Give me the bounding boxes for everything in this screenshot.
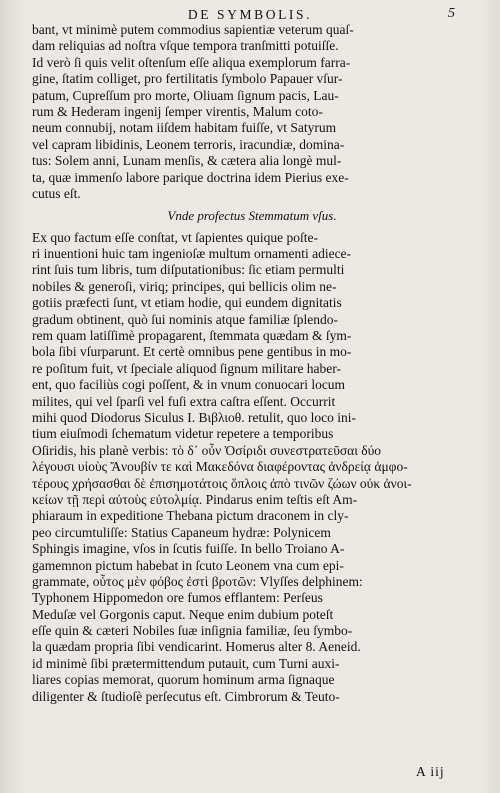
text-line: gotiis præfecti ſunt, vt etiam hodie, qui eundem dignitatis bbox=[32, 295, 342, 311]
text-line: id minimè ſibi prætermittendum putauit, cum Turni auxi- bbox=[32, 655, 340, 671]
text-line: bant, vt minimè putem commodius sapientiæ veterum quaſ- bbox=[32, 22, 354, 37]
text-line: tium eiuſmodi ſchematum videtur repetere a temporibus bbox=[32, 426, 334, 442]
text-line: Sphingis imagine, vſos in ſcutis fuiſſe. In bello Troiano A- bbox=[32, 541, 345, 557]
text-line: ri inuentioni huic tam ingenioſæ multum ornamenti adiece- bbox=[32, 246, 352, 262]
text-line: ent, quo faciliùs cogi poſſent, & in vnum conuocari locum bbox=[32, 377, 346, 393]
text-line: bola ſibi vſurparunt. Et certè omnibus pene gentibus in mo- bbox=[32, 344, 352, 360]
text-line: rem quam latiſſimè propagarent, ſtemmata quædam & ſym- bbox=[32, 328, 352, 344]
greek-text-line: λέγουσι υἱοὺς Ἄνουβίν τε καὶ Μακεδόνα διαφέροντας ἀνδρείᾳ ἀμφο- bbox=[32, 459, 408, 475]
text-line: gradum obtinent, quò ſui nominis atque familiæ ſplendo- bbox=[32, 311, 338, 327]
text-line: Id verò ſi quis velit oſtenſum eſſe aliqua exemplorum farra- bbox=[32, 54, 351, 70]
text-line: cutus eſt. bbox=[32, 185, 81, 201]
text-line: Oſiridis, his planè verbis: τὸ δ᾽ οὖν Ὀσίριδι συνεστρατεῦσαι δύο bbox=[32, 442, 382, 458]
text-line: rint ſuis tum libris, tum diſputationibus: ſic etiam permulti bbox=[32, 262, 345, 278]
text-line: eſſe quin & cæteri Nobiles ſuæ inſignia familiæ, ſeu ſymbo- bbox=[32, 623, 353, 639]
text-line: nobiles & generoſi, viriq; principes, qui bellicis olim ne- bbox=[32, 278, 337, 294]
text-line: Typhonem Hippomedon ore fumos efflantem: Perſeus bbox=[32, 590, 323, 606]
text-line: Meduſæ vel Gorgonis caput. Neque enim dubium poteſt bbox=[32, 606, 334, 622]
text-line: gamemnon pictum habebat in ſcuto Leonem vna cum epi- bbox=[32, 557, 344, 573]
text-line: re poſitum fuit, vt ſpeciale aliquod ſignum militare haber- bbox=[32, 360, 342, 376]
text-line: ta, quæ immenſo labore parique doctrina idem Pierius exe- bbox=[32, 169, 349, 185]
text-line: vel capram libidinis, Leonem terroris, iracundiæ, domina- bbox=[32, 136, 345, 152]
text-block bbox=[32, 22, 472, 705]
text-line: liares copias memorat, quorum hominum arma ſignaque bbox=[32, 672, 335, 688]
text-line: dam reliquias ad noſtra vſque tempora tranſmitti potuiſſe. bbox=[32, 38, 339, 54]
text-line: phiaraum in expeditione Thebana pictum draconem in cly- bbox=[32, 508, 349, 524]
paragraph-symbols bbox=[32, 22, 472, 202]
text-line: la quædam propria ſibi vendicarint. Homerus alter 8. Aeneid. bbox=[32, 639, 361, 655]
text-line: peo circumtuliſſe: Statius Capaneum hydræ: Polynicem bbox=[32, 524, 331, 540]
page-number: 5 bbox=[448, 6, 455, 21]
paragraph-stemmata bbox=[32, 230, 472, 705]
text-line: κείων τῇ περὶ αὐτοὺς εὐτολμίᾳ. Pindarus enim teſtis eſt Am- bbox=[32, 491, 358, 507]
text-line: diligenter & ſtudioſè perſecutus eſt. Cimbrorum & Teuto- bbox=[32, 688, 340, 704]
text-line: milites, qui vel ſparſi vel fuſi extra caſtra eſſent. Occurrit bbox=[32, 393, 336, 409]
text-line: rum & Hederam ingenij ſemper virentis, Malum coto- bbox=[32, 103, 323, 119]
running-title: DE SYMBOLIS. bbox=[187, 7, 313, 22]
signature-mark: A iij bbox=[416, 764, 445, 779]
text-line: patum, Cupreſſum pro morte, Oliuam ſignum pacis, Lau- bbox=[32, 87, 339, 103]
text-line: grammate, οὗτος μὲν φόβος ἐστὶ βροτῶν: Vlyſſes delphinem: bbox=[32, 573, 363, 589]
text-line: mihi quod Diodorus Siculus I. Βιβλιοθ. retulit, quo loco ini- bbox=[32, 409, 356, 425]
text-line: Ex quo factum eſſe conſtat, vt ſapientes quique poſte- bbox=[32, 229, 319, 245]
text-line: tus: Solem anni, Lunam menſis, & cætera alia longè mul- bbox=[32, 153, 342, 169]
text-line: neum connubij, notam iiſdem habitam fuiſſe, vt Satyrum bbox=[32, 120, 337, 136]
section-heading: Vnde profectus Stemmatum vſus. bbox=[167, 208, 337, 224]
text-line: gine, ſtatim colliget, pro fertilitatis ſymbolo Papauer vſur- bbox=[32, 71, 343, 87]
greek-text-line: τέρους χρήσασθαι δὲ ἐπισημοτάτοις ὅπλοις ἀπὸ τινῶν ζώων οὐκ ἀνοι- bbox=[32, 475, 412, 491]
